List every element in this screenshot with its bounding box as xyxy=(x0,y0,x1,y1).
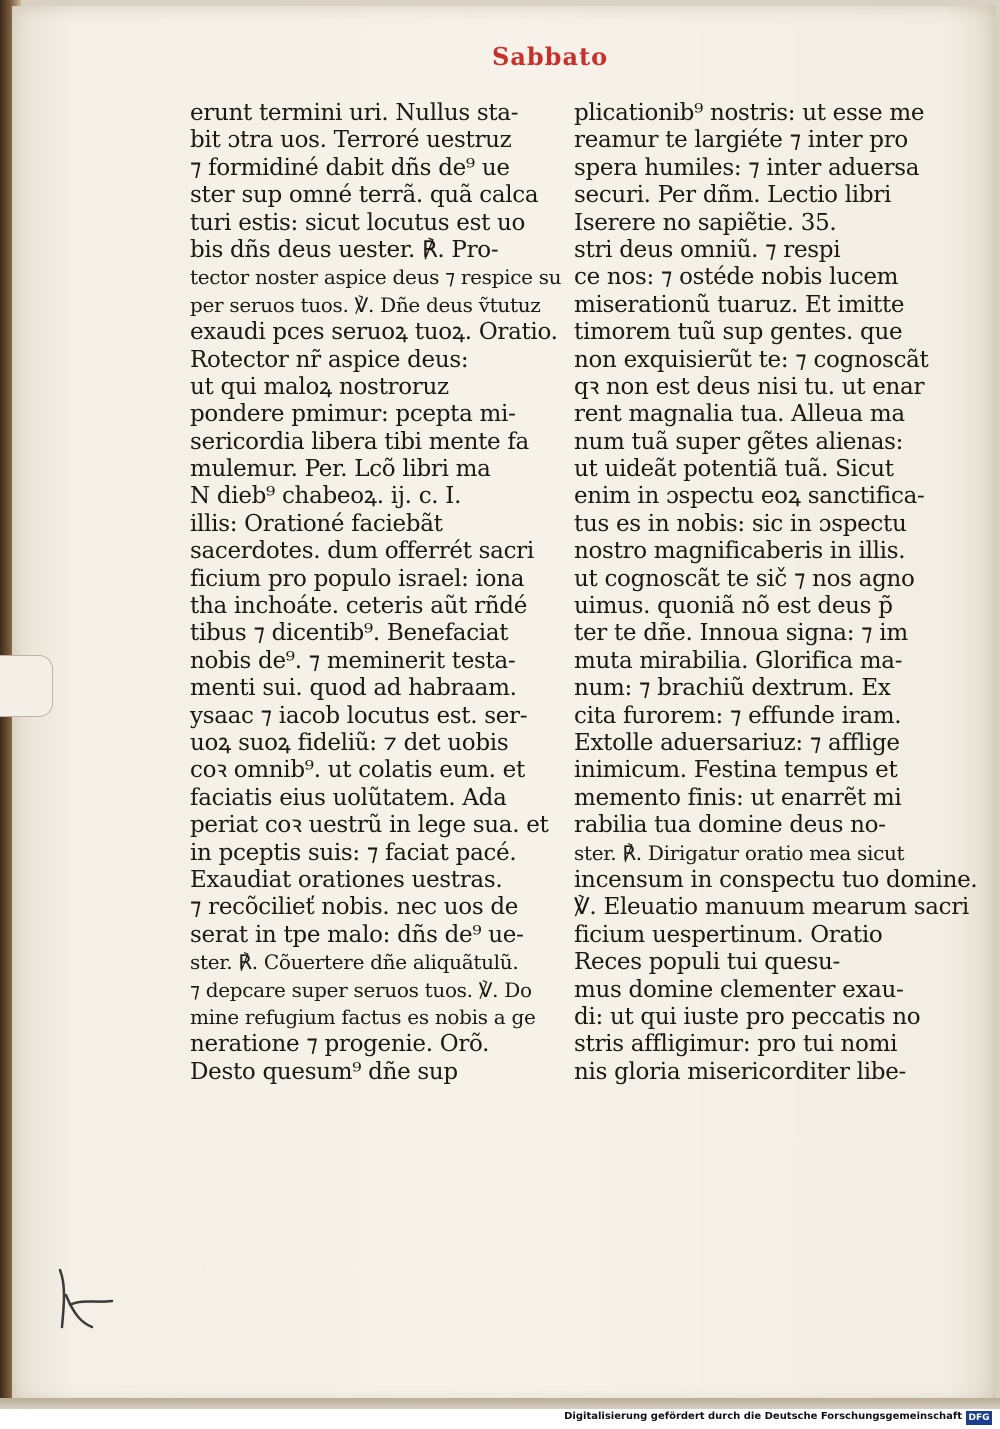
text-line: reamur te largiéte ⁊ inter pro xyxy=(574,127,908,154)
text-line: num tuã super gẽtes alienas: xyxy=(574,428,904,455)
text-line: ysaac ⁊ iacob locutus est. ser- xyxy=(190,702,528,729)
text-line: tha inchoáte. ceteris aũt rñdé xyxy=(190,593,528,620)
text-line: memento finis: ut enarrẽt mi xyxy=(574,784,902,811)
text-line: stris affligimur: pro tui nomi xyxy=(574,1031,898,1058)
text-line: plicationib⁹ nostris: ut esse me xyxy=(574,100,925,126)
text-line: sacerdotes. dum offerrét sacri xyxy=(190,538,534,565)
text-line: spera humiles: ⁊ inter aduersa xyxy=(574,154,920,181)
text-line: uoꝝ suoꝝ fideliũ: ⁊ det uobis xyxy=(190,729,509,756)
text-line: N dieb⁹ chabeoꝝ. ij. c. I. xyxy=(190,483,462,510)
text-line: miserationũ tuaruz. Et imitte xyxy=(574,291,905,318)
text-line: num: ⁊ brachiũ dextrum. Ex xyxy=(574,675,891,702)
text-line: uimus. quoniã nõ est deus p̃ xyxy=(574,593,893,620)
text-line: Exaudiat orationes uestras. xyxy=(190,866,503,893)
text-line: exaudi pces seruoꝝ tuoꝝ. Oratio. xyxy=(190,319,558,346)
text-line: ficium pro populo israel: iona xyxy=(190,565,525,592)
text-line: non exquisierũt te: ⁊ cognoscãt xyxy=(574,346,929,373)
text-line: nobis de⁹. ⁊ meminerit testa- xyxy=(190,647,516,674)
text-line: incensum in conspectu tuo domine. xyxy=(574,866,978,893)
page-header: Sabbato xyxy=(492,42,609,71)
text-line: bis dñs deus uester. ℟. Pro- xyxy=(190,236,499,263)
text-line: faciatis eius uolũtatem. Ada xyxy=(190,784,507,811)
text-line: ter te dñe. Innoua signa: ⁊ im xyxy=(574,620,908,647)
left-text-column xyxy=(190,100,562,1086)
text-line: tector noster aspice deus ⁊ respice su xyxy=(190,265,562,290)
text-line: ⁊ formidiné dabit dñs de⁹ ue xyxy=(190,154,510,181)
text-line: in pceptis suis: ⁊ faciat pacé. xyxy=(190,839,517,866)
text-line: rent magnalia tua. Alleua ma xyxy=(574,401,905,428)
text-line: stri deus omniũ. ⁊ respi xyxy=(574,236,841,263)
text-line: ster. ℟. Dirigatur oratio mea sicut xyxy=(574,840,905,865)
text-line: Iserere no sapiẽtie. 35. xyxy=(574,209,837,236)
text-line: enim in ɔspectu eoꝝ sanctifica- xyxy=(574,483,925,510)
text-line: ficium uespertinum. Oratio xyxy=(574,921,883,948)
text-line: pondere pmimur: pcepta mi- xyxy=(190,401,516,428)
text-line: periat coꝛ uestrũ in lege sua. et xyxy=(190,812,549,839)
text-line: neratione ⁊ progenie. Orõ. xyxy=(190,1031,490,1058)
text-line: mus domine clementer exau- xyxy=(574,976,904,1003)
text-line: bit ɔtra uos. Terroré uestruz xyxy=(190,127,512,154)
text-line: menti sui. quod ad habraam. xyxy=(190,675,517,702)
text-line: ⁊ recõcilieť nobis. nec uos de xyxy=(190,894,519,921)
text-line: sericordia libera tibi mente fa xyxy=(190,428,529,455)
text-line: nostro magnificaberis in illis. xyxy=(574,538,906,565)
right-text-column xyxy=(574,100,978,1086)
marginal-scribble-icon xyxy=(52,1265,122,1335)
page-tab-marker xyxy=(0,655,53,717)
text-line: di: ut qui iuste pro peccatis no xyxy=(574,1003,921,1030)
text-line: qꝛ non est deus nisi tu. ut enar xyxy=(574,373,925,400)
text-line: per seruos tuos. ℣. Dñe deus ṽtutuz xyxy=(190,292,541,317)
footer-credit: Digitalisierung gefördert durch die Deutsche Forschungsgemeinschaft xyxy=(564,1411,962,1422)
text-line: cita furorem: ⁊ effunde iram. xyxy=(574,702,902,729)
text-line: securi. Per dñm. Lectio libri xyxy=(574,182,892,209)
text-line: ℣. Eleuatio manuum mearum sacri xyxy=(574,894,969,921)
text-line: ster. ℟. Cõuertere dñe aliquãtulũ. xyxy=(190,950,519,975)
text-line: turi estis: sicut locutus est uo xyxy=(190,209,526,236)
text-line: Desto quesum⁹ dñe sup xyxy=(190,1058,458,1085)
text-line: tus es in nobis: sic in ɔspectu xyxy=(574,510,907,537)
text-line: ⁊ depcare super seruos tuos. ℣. Do xyxy=(190,977,532,1002)
text-line: timorem tuũ sup gentes. que xyxy=(574,319,903,346)
text-line: rabilia tua domine deus no- xyxy=(574,812,886,839)
text-line: illis: Orationé faciebãt xyxy=(190,510,443,537)
text-line: erunt termini uri. Nullus sta- xyxy=(190,100,519,126)
text-line: ut uideãt potentiã tuã. Sicut xyxy=(574,456,894,483)
text-line: ster sup omné terrã. quã calca xyxy=(190,182,539,209)
text-line: tibus ⁊ dicentib⁹. Benefaciat xyxy=(190,620,509,647)
text-line: inimicum. Festina tempus et xyxy=(574,757,898,784)
text-line: ce nos: ⁊ ostéde nobis lucem xyxy=(574,264,899,291)
text-line: Reces populi tui quesu- xyxy=(574,949,841,976)
text-line: ut cognoscãt te sič ⁊ nos agno xyxy=(574,565,915,592)
text-line: muta mirabilia. Glorifica ma- xyxy=(574,647,903,674)
text-line: mine refugium factus es nobis a ge xyxy=(190,1004,536,1029)
dfg-logo: DFG xyxy=(966,1411,992,1425)
text-line: serat in tpe malo: dñs de⁹ ue- xyxy=(190,921,524,948)
text-line: coꝛ omnib⁹. ut colatis eum. et xyxy=(190,757,525,784)
text-line: mulemur. Per. Lcõ libri ma xyxy=(190,456,491,483)
text-line: ut qui maloꝝ nostroruz xyxy=(190,373,449,400)
text-line: Extolle aduersariuz: ⁊ afflige xyxy=(574,729,900,756)
text-line: Rotector nr̃ aspice deus: xyxy=(190,346,469,373)
text-line: nis gloria misericorditer libe- xyxy=(574,1058,906,1085)
